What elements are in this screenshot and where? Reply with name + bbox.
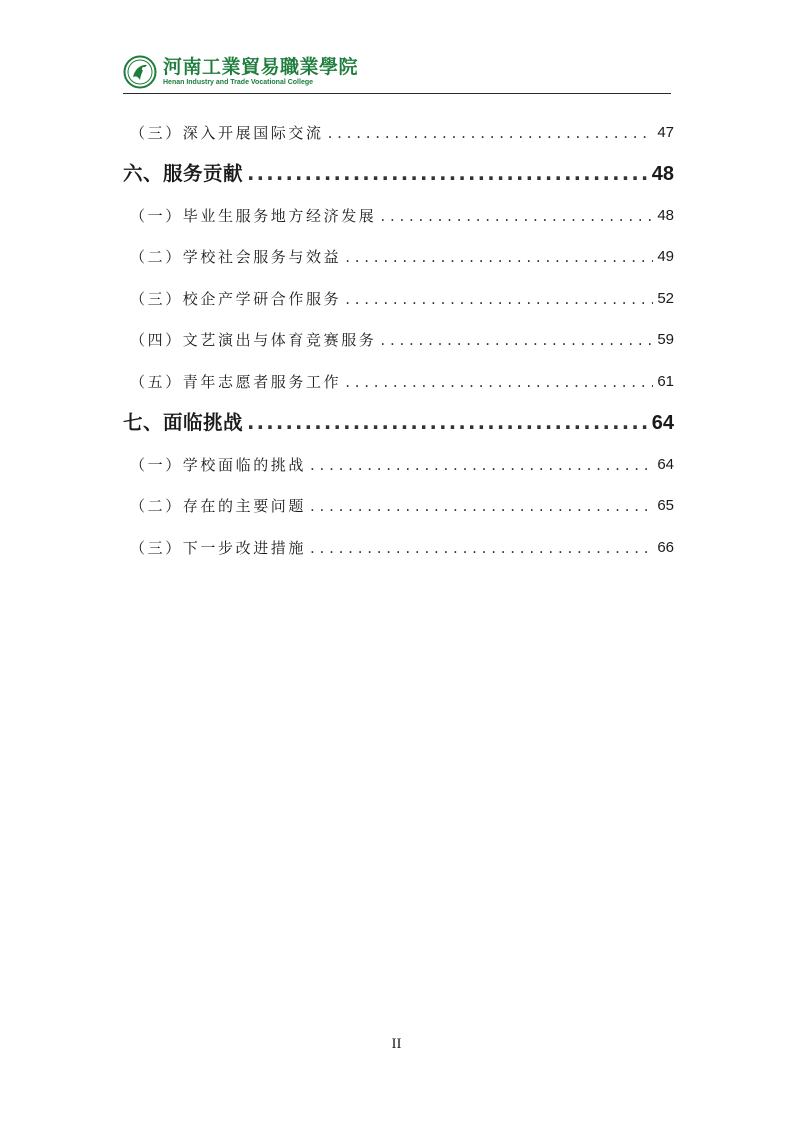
toc-dot-leader xyxy=(345,369,653,395)
toc-entry-page-number: 64 xyxy=(651,412,674,434)
toc-entry-page-number: 64 xyxy=(657,455,674,473)
toc-entry-page-number: 47 xyxy=(657,123,674,141)
toc-dot-leader xyxy=(310,535,653,561)
toc-dot-leader xyxy=(247,161,648,187)
toc-dot-leader xyxy=(328,120,654,146)
toc-dot-leader xyxy=(247,410,648,436)
toc-entry-label: 六、服务贡献 xyxy=(123,162,244,185)
toc-entry-page-number: 48 xyxy=(651,163,674,185)
toc-entry-page-number: 61 xyxy=(657,372,674,390)
toc-entry-page-number: 66 xyxy=(657,538,674,556)
toc-entry-label: 七、面临挑战 xyxy=(123,411,244,434)
toc-entry-page-number: 48 xyxy=(657,206,674,224)
toc-entry-label: （二）存在的主要问题 xyxy=(130,497,307,515)
toc-entry-label: （三）下一步改进措施 xyxy=(130,538,307,557)
toc-dot-leader xyxy=(345,286,653,312)
toc-section-entry[interactable] xyxy=(123,187,674,229)
table-of-contents xyxy=(123,104,674,561)
toc-dot-leader xyxy=(345,244,653,270)
college-name-cn: 河南工業貿易職業學院 xyxy=(163,56,359,78)
toc-dot-leader xyxy=(380,327,653,353)
toc-section-entry[interactable] xyxy=(123,478,674,520)
toc-section-entry[interactable] xyxy=(123,104,674,146)
toc-section-entry[interactable] xyxy=(123,353,674,395)
toc-entry-label: （五）青年志愿者服务工作 xyxy=(130,372,342,391)
toc-dot-leader xyxy=(310,452,653,478)
college-emblem-icon xyxy=(123,55,157,89)
toc-entry-page-number: 52 xyxy=(657,289,674,307)
toc-entry-label: （一）学校面临的挑战 xyxy=(130,455,307,474)
toc-entry-label: （一）毕业生服务地方经济发展 xyxy=(130,206,377,225)
toc-dot-leader xyxy=(380,203,653,229)
toc-section-entry[interactable] xyxy=(123,312,674,354)
page-number: II xyxy=(391,1036,402,1052)
toc-section-entry[interactable] xyxy=(123,519,674,561)
toc-entry-label: （三）校企产学研合作服务 xyxy=(130,289,342,308)
toc-section-entry[interactable] xyxy=(123,229,674,271)
toc-entry-label: （四）文艺演出与体育竞赛服务 xyxy=(130,331,377,349)
college-name-en: Henan Industry and Trade Vocational College xyxy=(163,79,314,86)
page-header xyxy=(123,54,671,92)
toc-chapter-entry[interactable] xyxy=(123,395,674,437)
toc-section-entry[interactable] xyxy=(123,270,674,312)
toc-section-entry[interactable] xyxy=(123,436,674,478)
toc-entry-page-number: 49 xyxy=(657,248,674,265)
toc-entry-label: （二）学校社会服务与效益 xyxy=(130,248,342,266)
toc-entry-page-number: 65 xyxy=(657,497,674,514)
toc-entry-label: （三）深入开展国际交流 xyxy=(130,123,324,142)
header-divider xyxy=(123,93,671,94)
toc-chapter-entry[interactable] xyxy=(123,146,674,188)
toc-entry-page-number: 59 xyxy=(657,331,674,348)
toc-dot-leader xyxy=(310,493,653,519)
